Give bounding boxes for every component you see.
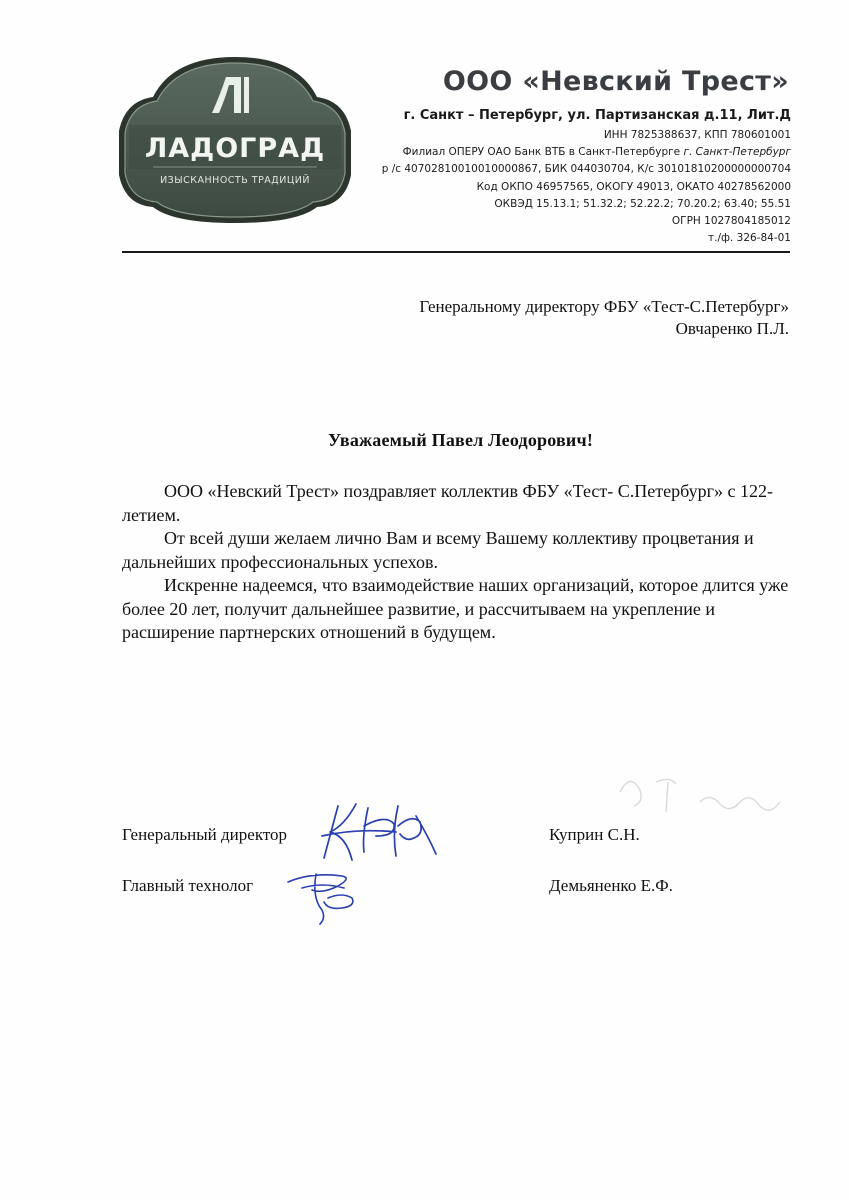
addressee-position: Генеральному директору ФБУ «Тест-С.Петербург» bbox=[419, 297, 789, 316]
technologist-signature bbox=[282, 858, 372, 928]
company-ogrn: ОГРН 1027804185012 bbox=[671, 215, 791, 228]
company-name: ООО «Невский Трест» bbox=[442, 66, 789, 97]
ladograd-logo bbox=[113, 55, 357, 225]
company-phone: т./ф. 326-84-01 bbox=[708, 232, 791, 245]
salutation-text: Уважаемый Павел Леодорович! bbox=[327, 430, 594, 450]
company-inn: ИНН 7825388637, КПП 780601001 bbox=[603, 129, 791, 141]
body-paragraph: Искренне надеемся, что взаимодействие наших организаций, которое длится уже более 20 лет, получит дальнейшее развитие, и рассчитываем на укрепление и расширение партнерских отношений в будущем. bbox=[122, 575, 789, 642]
director-signature bbox=[316, 796, 446, 866]
company-header bbox=[382, 64, 791, 247]
svg-text:ЛАДОГРАД: ЛАДОГРАД bbox=[144, 133, 326, 164]
salutation bbox=[0, 430, 849, 451]
company-address: г. Санкт – Петербург, ул. Партизанская д.11, Лит.Д bbox=[403, 108, 791, 123]
header-divider bbox=[122, 251, 790, 253]
svg-text:ИЗЫСКАННОСТЬ ТРАДИЦИЙ: ИЗЫСКАННОСТЬ ТРАДИЦИЙ bbox=[160, 175, 310, 186]
company-bank-city: г. Санкт-Петербург bbox=[683, 146, 791, 159]
technologist-title: Главный технолог bbox=[122, 876, 254, 895]
body-paragraph: От всей души желаем лично Вам и всему Вашему коллективу процветания и дальнейших профессиональных успехов. bbox=[122, 528, 754, 572]
director-title: Генеральный директор bbox=[122, 825, 288, 844]
addressee-block bbox=[419, 296, 789, 340]
faint-pencil-mark bbox=[610, 762, 790, 832]
body-paragraph: ООО «Невский Трест» поздравляет коллектив ФБУ «Тест- С.Петербург» с 122-летием. bbox=[122, 481, 773, 525]
director-name: Куприн С.Н. bbox=[549, 825, 640, 844]
company-bank bbox=[382, 144, 791, 161]
company-okpo: Код ОКПО 46957565, ОКОГУ 49013, ОКАТО 40278562000 bbox=[476, 180, 791, 193]
company-okved: ОКВЭД 15.13.1; 51.32.2; 52.22.2; 70.20.2; 63.40; 55.51 bbox=[494, 197, 791, 210]
signature-row-technologist bbox=[122, 876, 253, 896]
company-bank-prefix: Филиал ОПЕРУ ОАО Банк ВТБ в Санкт-Петербурге bbox=[402, 146, 681, 159]
signature-row-director bbox=[122, 825, 287, 845]
technologist-name: Демьяненко Е.Ф. bbox=[549, 876, 673, 895]
company-account: р /с 40702810010010000867, БИК 044030704, К/с 30101810200000000704 bbox=[381, 163, 791, 176]
addressee-name: Овчаренко П.Л. bbox=[675, 319, 789, 338]
letter-body bbox=[122, 480, 792, 645]
